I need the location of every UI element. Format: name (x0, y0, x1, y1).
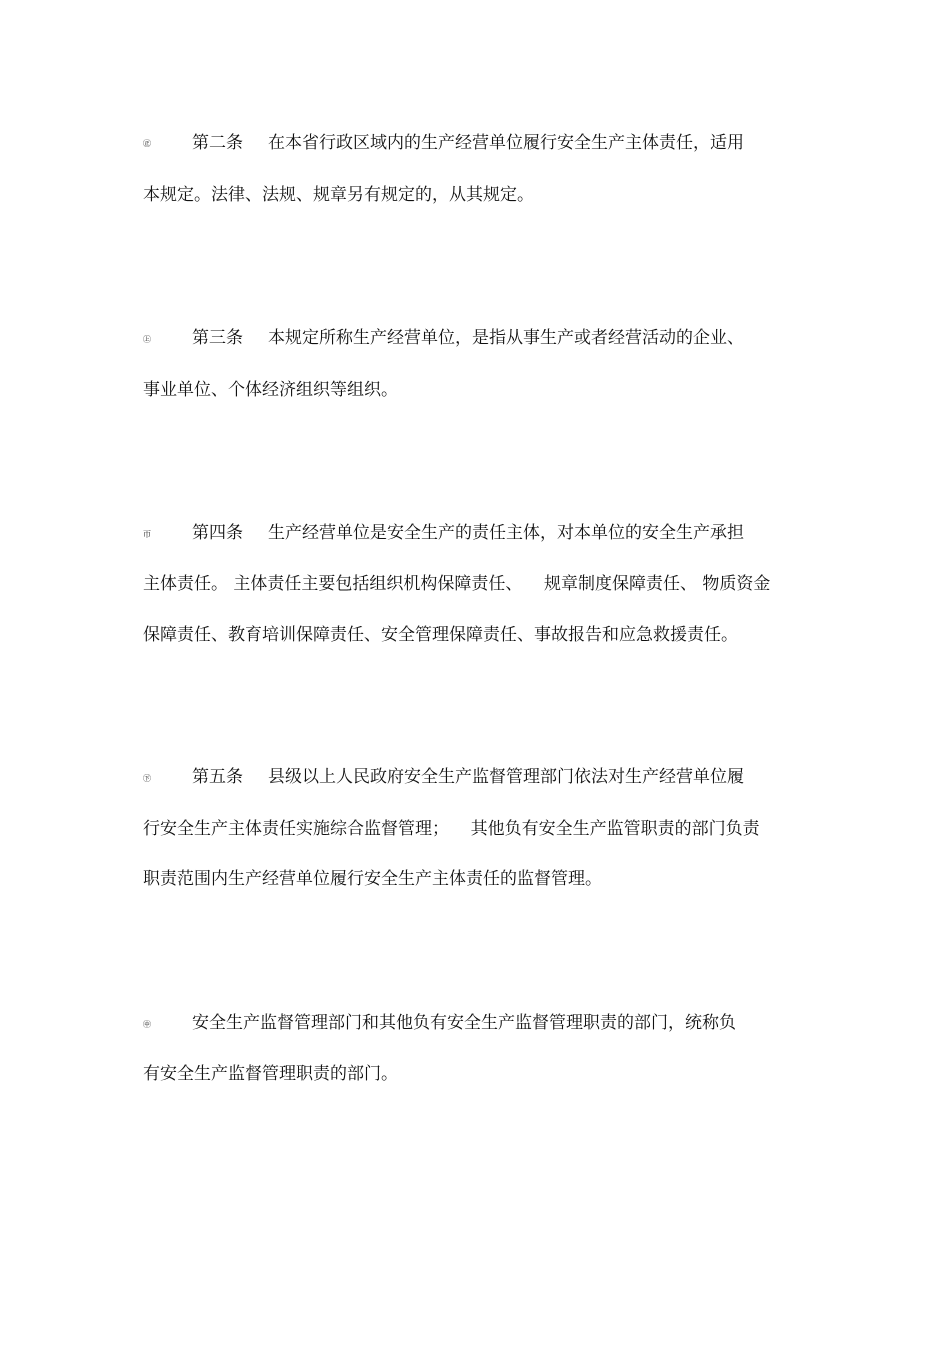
article-line: 行安全生产主体责任实施综合监督管理； 其他负有安全生产监管职责的部门负责 (143, 819, 760, 839)
article-number: 第五条 (192, 767, 243, 787)
paragraph-marker: ㊦ (143, 774, 151, 783)
article-line: 事业单位、个体经济组织等组织。 (143, 380, 398, 400)
article-first-line: 安全生产监督管理部门和其他负有安全生产监督管理职责的部门，统称负 (192, 1013, 736, 1033)
paragraph-marker: ㊥ (143, 1020, 151, 1029)
article-first-line: 本规定所称生产经营单位，是指从事生产或者经营活动的企业、 (268, 328, 744, 348)
article-first-line: 县级以上人民政府安全生产监督管理部门依法对生产经营单位履 (268, 767, 744, 787)
article-first-line: 在本省行政区域内的生产经营单位履行安全生产主体责任，适用 (268, 133, 744, 153)
article-line: 本规定。法律、法规、规章另有规定的，从其规定。 (143, 185, 534, 205)
article-number: 第二条 (192, 133, 243, 153)
article-line: 保障责任、教育培训保障责任、安全管理保障责任、事故报告和应急救援责任。 (143, 625, 738, 645)
paragraph-marker: ㊣ (143, 139, 151, 148)
article-number: 第三条 (192, 328, 243, 348)
paragraph-marker: ㊤ (143, 335, 151, 344)
article-line: 职责范围内生产经营单位履行安全生产主体责任的监督管理。 (143, 869, 602, 889)
article-line: 有安全生产监督管理职责的部门。 (143, 1064, 398, 1084)
article-number: 第四条 (192, 523, 243, 543)
paragraph-marker: 帀 (143, 530, 151, 539)
article-first-line: 生产经营单位是安全生产的责任主体，对本单位的安全生产承担 (268, 523, 744, 543)
article-line: 主体责任。 主体责任主要包括组织机构保障责任、 规章制度保障责任、 物质资金 (143, 574, 771, 594)
